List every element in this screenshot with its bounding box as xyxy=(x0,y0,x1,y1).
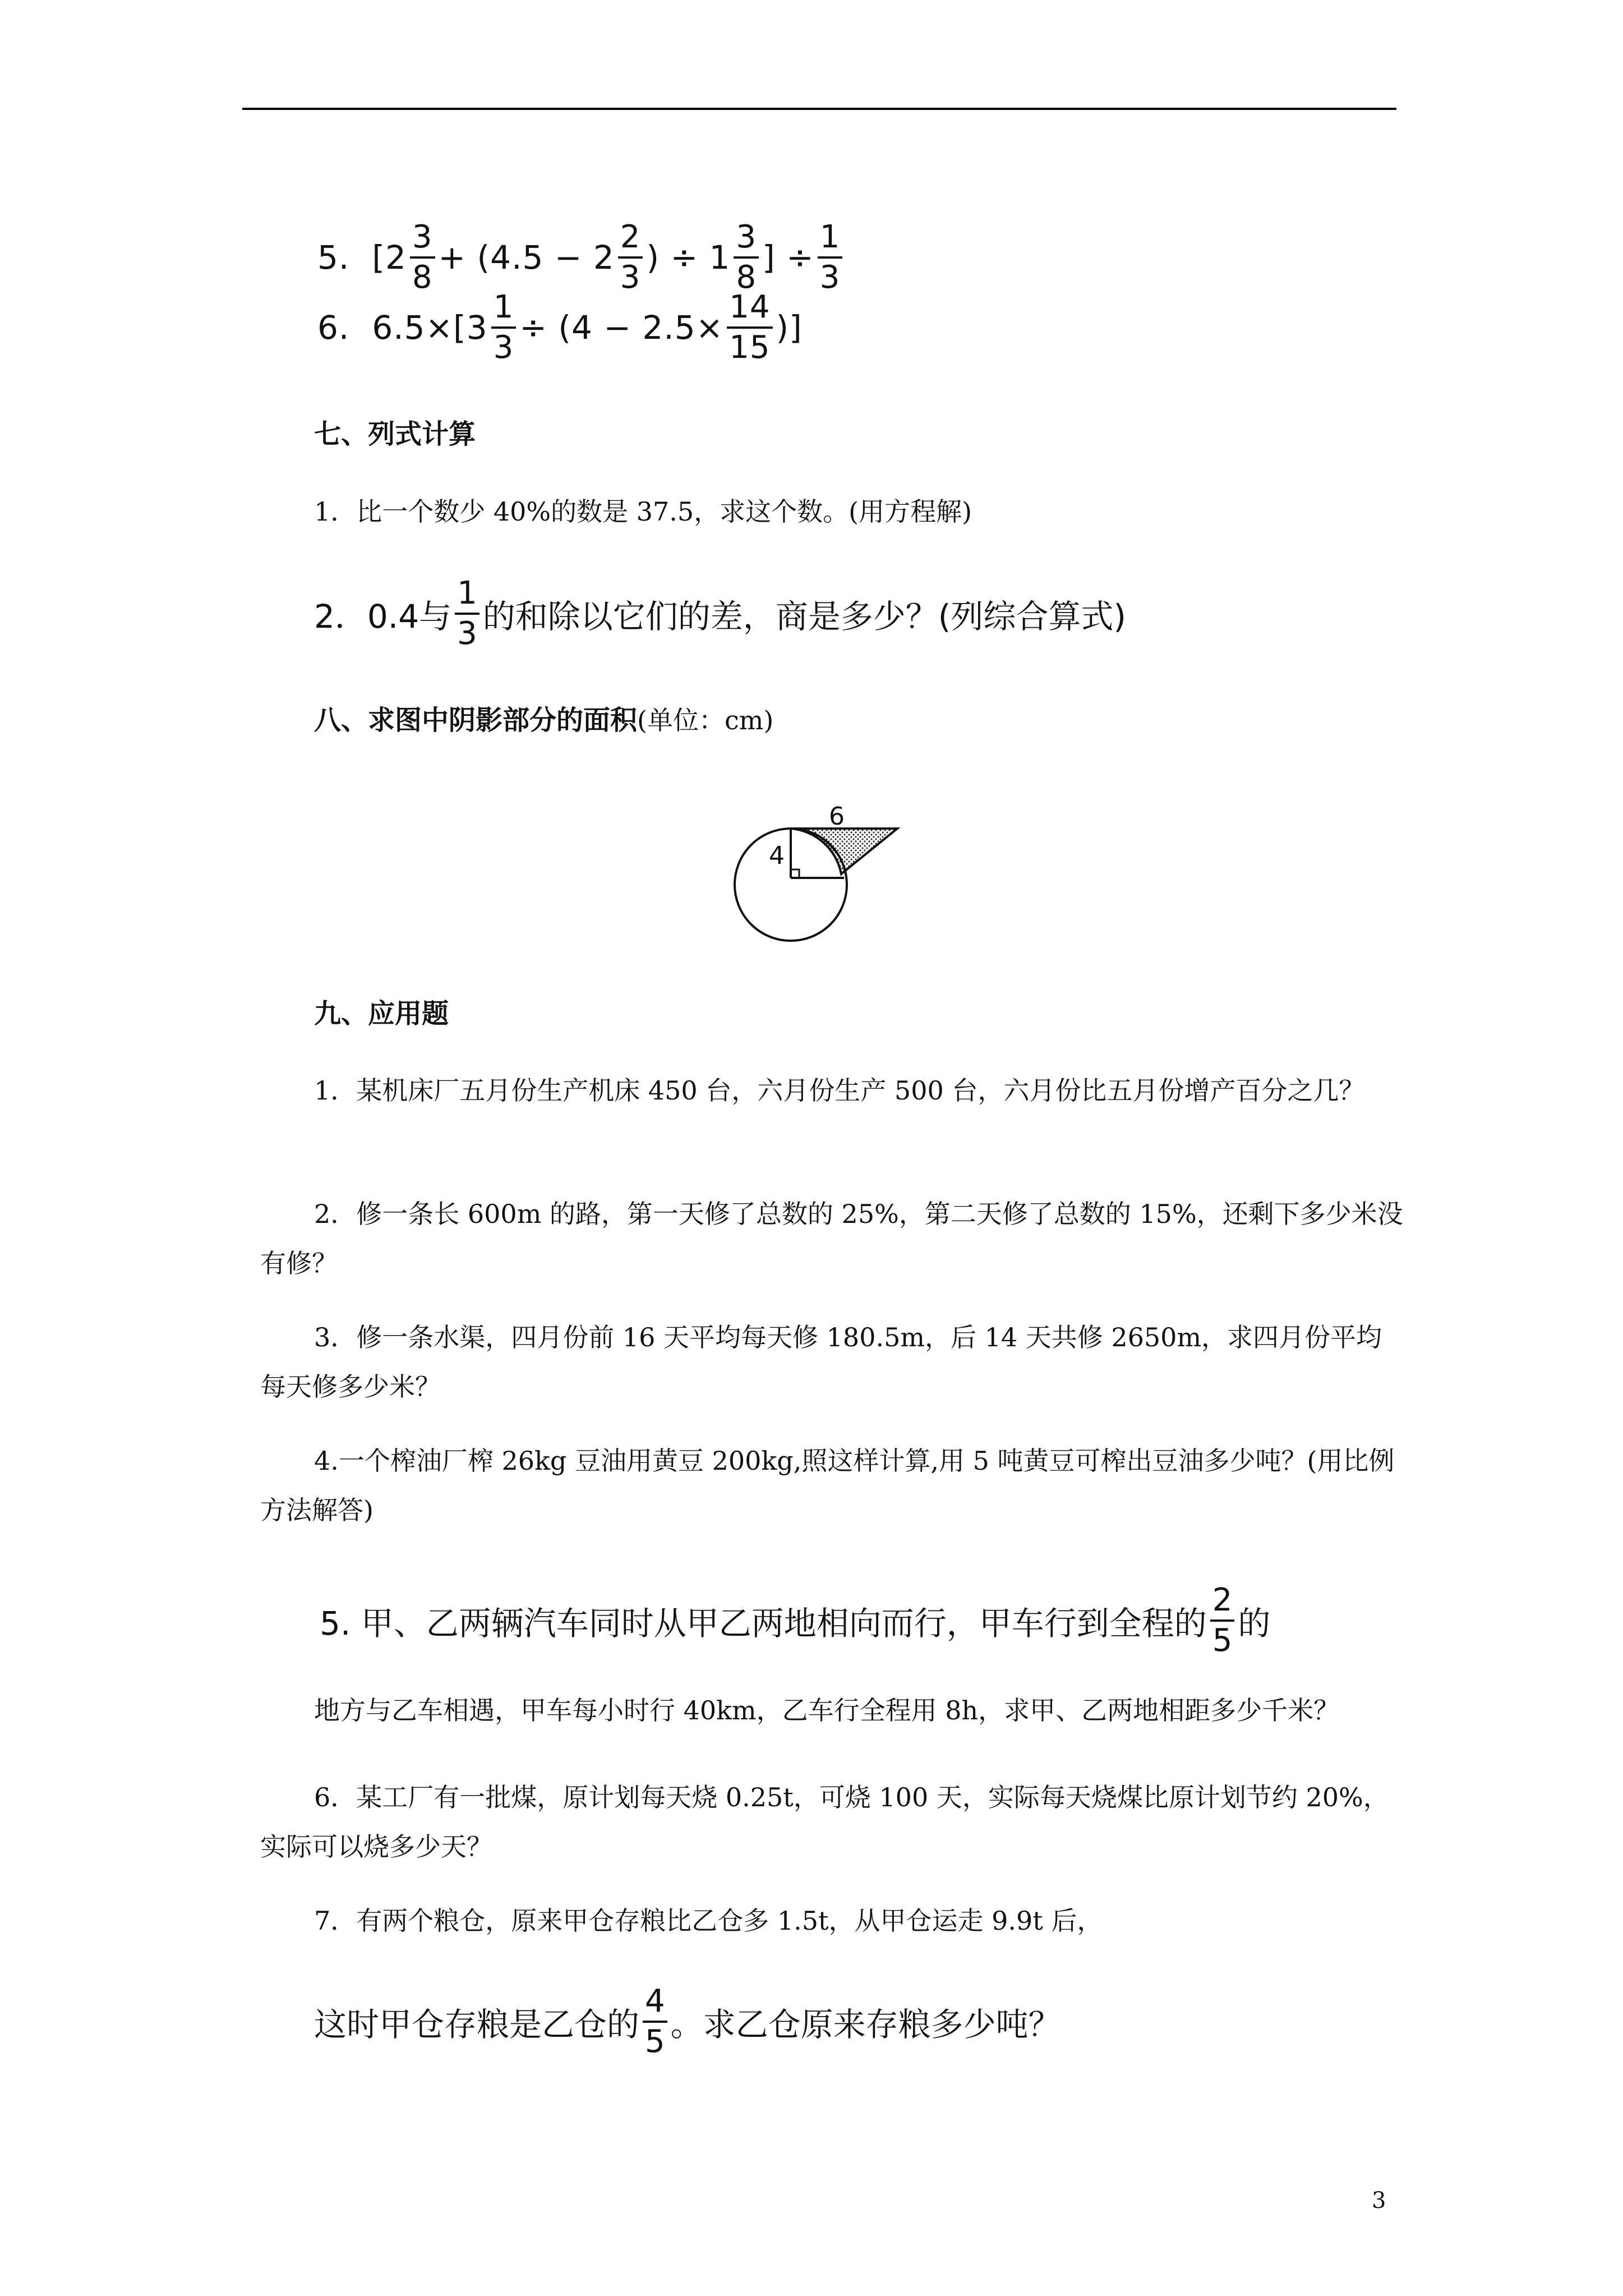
section-heading-7: 七、列式计算 xyxy=(314,418,476,450)
fraction: $\frac{3}{8}$ xyxy=(734,222,759,293)
fraction: $\frac{2}{5}$ xyxy=(1210,1585,1235,1657)
question-9-3: 3．修一条水渠，四月份前 16 天平均每天修 180.5m，后 14 天共修 2650m，求四月份平均每天修多少米？ xyxy=(260,1322,1382,1402)
question-9-7-line2: 这时甲仓存粮是乙仓的 $\frac{4}{5}$ 。求乙仓原来存粮多少吨？ xyxy=(314,1983,1061,2060)
fraction: $\frac{2}{3}$ xyxy=(618,222,643,293)
section-heading-9: 九、应用题 xyxy=(314,998,449,1029)
expression-6: 6. 6.5×[3 $\frac{1}{3}$ ÷ (4 − 2.5× $\frac{14}{15}$ )] xyxy=(317,289,803,366)
question-7-2: 2．0.4与 $\frac{1}{3}$ 的和除以它们的差，商是多少？(列综合算式) xyxy=(314,575,1127,652)
question-9-4: 4.一个榨油厂榨 26kg 豆油用黄豆 200kg,照这样计算,用 5 吨黄豆可榨出豆油多少吨？(用比例方法解答) xyxy=(260,1446,1395,1525)
question-9-5-line2: 地方与乙车相遇，甲车每小时行 40km，乙车行全程用 8h，求甲、乙两地相距多少千米？ xyxy=(314,1695,1340,1726)
question-9-1: 1．某机床厂五月份生产机床 450 台，六月份生产 500 台，六月份比五月份增产百分之几？ xyxy=(314,1075,1365,1106)
section-heading-8: 八、求图中阴影部分的面积(单位：cm) xyxy=(314,705,774,736)
right-angle-mark xyxy=(791,869,799,878)
question-9-7-line1: 7．有两个粮仓，原来甲仓存粮比乙仓多 1.5t，从甲仓运走 9.9t 后， xyxy=(314,1906,1103,1936)
shaded-area-figure xyxy=(729,791,914,942)
fraction: $\frac{3}{8}$ xyxy=(410,222,435,293)
question-7-1: 1．比一个数少 40%的数是 37.5，求这个数。(用方程解) xyxy=(314,496,972,527)
header-rule xyxy=(242,108,1396,110)
page-number: 3 xyxy=(1372,2188,1386,2214)
expression-5: 5. [2 $\frac{3}{8}$ + (4.5 − 2 $\frac{2}{3}$ ) ÷ 1 $\frac{3}{8}$ ] ÷ $\frac{1}{3}$ xyxy=(317,222,846,293)
question-9-2: 2．修一条长 600m 的路，第一天修了总数的 25%，第二天修了总数的 15%，还剩下多少米没有修？ xyxy=(260,1199,1403,1278)
fraction: $\frac{1}{3}$ xyxy=(818,222,843,293)
question-9-5-line1: 5. 甲、乙两辆汽车同时从甲乙两地相向而行，甲车行到全程的 $\frac{2}{5}$ 的 xyxy=(320,1582,1271,1659)
fraction: $\frac{14}{15}$ xyxy=(727,292,772,364)
question-9-6: 6．某工厂有一批煤，原计划每天烧 0.25t，可烧 100 天，实际每天烧煤比原计划节约 20%，实际可以烧多少天？ xyxy=(260,1782,1389,1862)
fraction: $\frac{1}{3}$ xyxy=(455,578,479,650)
fraction: $\frac{1}{3}$ xyxy=(491,292,517,364)
figure-label-left: 4 xyxy=(769,841,785,870)
fraction: $\frac{4}{5}$ xyxy=(643,1986,667,2058)
figure-label-top: 6 xyxy=(829,802,845,831)
